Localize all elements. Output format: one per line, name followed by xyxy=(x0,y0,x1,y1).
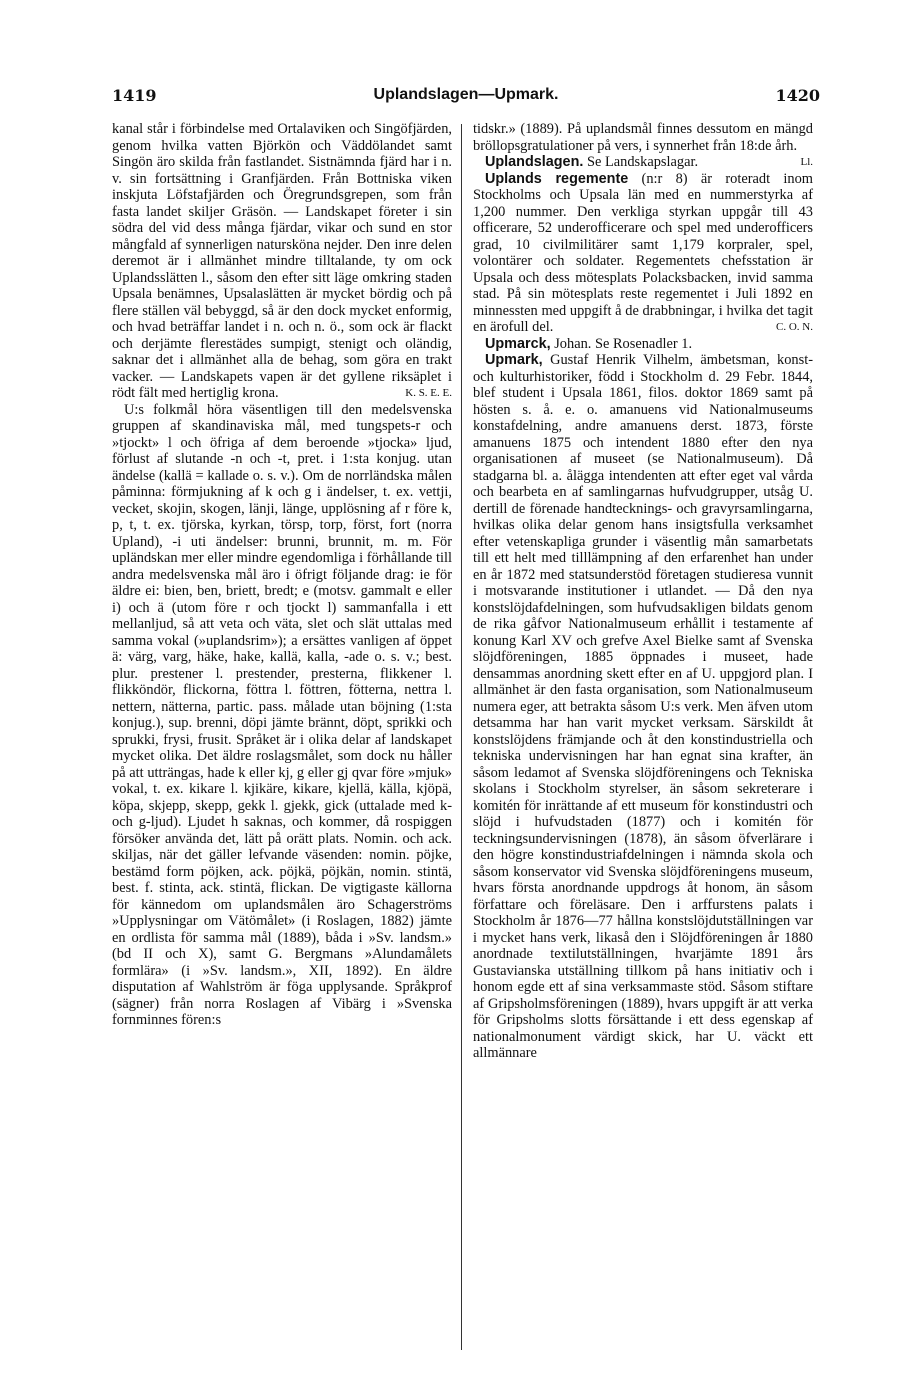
running-title: Uplandslagen—Upmark. xyxy=(373,86,559,103)
left-paragraph-1 xyxy=(112,121,452,402)
entry-text: Se Landskapslagar. xyxy=(586,154,699,170)
entry-uplands-regemente xyxy=(473,171,813,336)
entry-text: (n:r 8) är roteradt inom Stockholms och Upsala län med en nummerstyrka af 1,200 nummer. Den verkliga styrkan uppgår till 43 officerare, 52 underofficerare och spel med underofficers grad, 10 civilmilitärer samt 1,179 korpraler, spel, volontärer och soldater. Regementets chefsstation är Upsala och dess mötesplats Polacksbacken, invid samma stad. På sin mötesplats reste regementet i Juli 1892 en minnessten med uppgift å de drabbningar, i hvilka det tagit en ärofull del. xyxy=(473,170,813,335)
page-number-right: 1420 xyxy=(775,86,820,105)
entry-upmark xyxy=(473,352,813,1062)
page-header xyxy=(112,86,820,110)
entry-headword: Upmark, xyxy=(485,352,543,368)
left-column xyxy=(112,121,452,1029)
right-column xyxy=(473,121,813,1062)
right-paragraph-0-text: tidskr.» (1889). På uplandsmål finnes dessutom en mängd bröllopsgratulationer på vers, i synnerhet från 18:de årh. xyxy=(473,121,813,154)
author-signature: Ll. xyxy=(800,156,813,168)
entry-headword: Uplands regemente xyxy=(485,170,629,187)
column-divider xyxy=(461,124,462,1350)
entry-headword: Upmarck, xyxy=(485,335,551,352)
entry-upmarck xyxy=(473,336,813,353)
author-signature: C. O. N. xyxy=(776,321,813,333)
entry-text: Gustaf Henrik Vilhelm, ämbetsman, konst- och kulturhistoriker, född i Stockholm d. 29 Febr. 1844, blef student i Upsala 1861, filos. doktor 1869 samt på hösten s. å. e. o. amanuens vid Nationalmuseums konstafdelning, andre amanuens derst. 1873, förste amanuens 1875 och intendent 1880 efter den nya organisationen af museet (se Nationalmuseum). Då stadgarna bl. a. ålägga intendenten att efter eget val vårda och bearbeta en af samlingarnas hufvudgrupper, utsåg U. dertill de förenade handtecknings- och gravyrsamlingarna, hvilkas olika delar genom hans insigtsfulla verksamhet efter vetenskapliga grunder i väsentlig mån samarbetats till ett helt med tilllämpning af den erfarenhet han under en år 1872 med statsunderstöd företagen studieresa vunnit i motsvarande institutioner i utlandet. — Då den nya konstslöjdafdelningen, som hufvudsakligen bildats genom de rika gåfvor Nationalmuseum erhållit i testamente af konung Karl XV och grefve Axel Bielke samt af Svenska slöjdföreningen, 1885 öppnades i museet, hade densammas anordning skett efter en af U. uppgjord plan. I allmänhet är den fasta organisation, som Nationalmuseum numera eger, att betrakta såsom U:s verk. Men äfven utom detsamma har han varit mycket verksam. Särskildt åt konstslöjdens främjande och åt den konstindustriella och tekniska undervisningen har han egnat sina krafter, än såsom ledamot af Svenska slöjdföreningens och Tekniska skolans i Stockholm styrelser, än såsom sekreterare i komitén för inrättande af ett museum för konstindustri och slöjd i hufvudstaden (1877) och i komitén för teckningsundervisningen (1878), än såsom öfverlärare i den högre konstindustriafdelningen i nämnda skola och såsom konservator vid Svenska slöjdföreningens museum, hvars första anordnande uppdrogs åt honom, än såsom författare och föreläsare. Den i arffurstens palats i Stockholm år 1876—77 hållna konstslöjdutställningen var i mycket hans verk, likaså den i Slöjdföreningen år 1880 anordnade textilutställningen, hvarjämte 1891 års Gustavianska utställning tillkom på hans initiativ och i honom egde ett af sina verksammaste stöd. Såsom stiftare af Gripsholmsföreningen (1889), hvars uppgift är att verka för Gripsholms slotts försättande i ett dess egenskap af nationalmonument värdigt skick, har U. väckt ett allmännare xyxy=(473,352,813,1061)
author-signature: K. S. E. E. xyxy=(405,387,452,399)
left-paragraph-1-text: kanal står i förbindelse med Ortalaviken och Singöfjärden, genom hvilka vatten Björkön och Väddölandet samt Singön äro skilda från fastlandet. Sistnämnda fjärd har i n. v. sin fortsättning i Granfjärden. Från Bottniska viken inskjuta Löfstafjärden och Öregrundsgrepen, som från fasta landet skiljer Gräsön. — Landskapet företer i sin södra del vid dess många fjärdar, vikar och sund en stor mångfald af synnerligen natursköna nejder. Den inre delen deremot är i allmänhet mindre tilltalande, ty om ock Uplandsslätten l., såsom den efter sitt läge omkring staden Upsala benämnes, Upsalaslätten är mycket bördig och på flere ställen väl bebyggd, så är den dock mycket enformig, och hvad beträffar landet i n. och n. ö., som ock är flackt och derjämte flerestädes sumpigt, stenigt och oländig, saknar det i allmänhet alla de behag, som göra en trakt vacker. — Landskapets vapen är det gyllene riksäplet i rödt fält med hertiglig krona. xyxy=(112,121,452,401)
left-paragraph-2: U:s folkmål höra väsentligen till den medelsvenska gruppen af skandinaviska mål, med tungspets-r och »tjockt» l och öfriga af dem beroende »tjocka» ljud, förlust af slutande -n och -t, pret. i 1:sta konjug. utan ändelse (kallä = kallade o. s. v.). Om de norrländska målen påminna: förmjukning af k och g i ändelser, t. ex. vettji, vecket, skojin, skogen, länji, länge, upplösning af r före k, p, t, t. ex. tjörska, kyrkan, törsp, torp, först, fort (norra Upland), -i uti ändelser: brunni, brunnit, m. m. För upländskan mer eller mindre egendomliga i förhållande till andra medelsvenska mål äro i öfrigt följande drag: ie för äldre ei: bien, ben, briett, bredt; e (motsv. gammalt e eller i) och ä (utom före r och tjockt l) sammanfalla i ett mellanljud, så att veta och väta, slet och slät uttalas med samma vokal (»uplandsrim»); a ersättes vanligen af öppet ä: värg, varg, häke, hake, kallä, kalla, -ade o. s. v.; best. plur. prestener l. prestender, presterna, flikkener l. flikköndör, flickorna, föttra l. föttren, fötterna, nettra l. nettern, nätterna, partic. pass. målade utan böjning (1:sta konjug.), sup. brenni, döpi jämte brännt, döpt, sprikki och sprukki, frysi, frusit. Språket är i olika delar af landskapet mycket olika. Det äldre roslagsmålet, som dock nu håller på att utträngas, hade k eller kj, g eller gj qvar före »mjuk» vokal, t. ex. kikare l. kjikäre, kikare, kjellä, källa, kjöpä, köpa, skjepp, skepp, gekk l. gjekk, gick (uttalade med k- och g-ljud). Ljudet h saknas, och kommer, då rospiggen försöker använda det, lätt på orätt plats. Nomin. och ack. skiljas, när det gäller lefvande väsenden: nomin. pöjke, bestämd form pöjken, ack. pöjkä, pöjkän, nomin. stintä, best. f. stinta, ack. stintä, flickan. De vigtigaste källorna för kännedom om uplandsmålen äro Schagerströms »Upplysningar om Vätömålet» (i Roslagen, 1882) jämte en ordlista för samma mål (1889), båda i »Sv. landsm.» (bd II och X), samt G. Bergmans »Alundamålets formlära» (i »Sv. landsm.», XII, 1892). En äldre disputation af Wahlström är föga upplysande. Språkprof (sägner) från norra Roslagen af Vibärg i »Svenska fornminnes fören:s xyxy=(112,401,452,1028)
entry-uplandslagen xyxy=(473,154,813,171)
entry-headword: Uplandslagen. xyxy=(485,154,584,170)
page-number-left: 1419 xyxy=(112,86,157,105)
entry-text: Johan. Se Rosenadler 1. xyxy=(554,335,693,352)
